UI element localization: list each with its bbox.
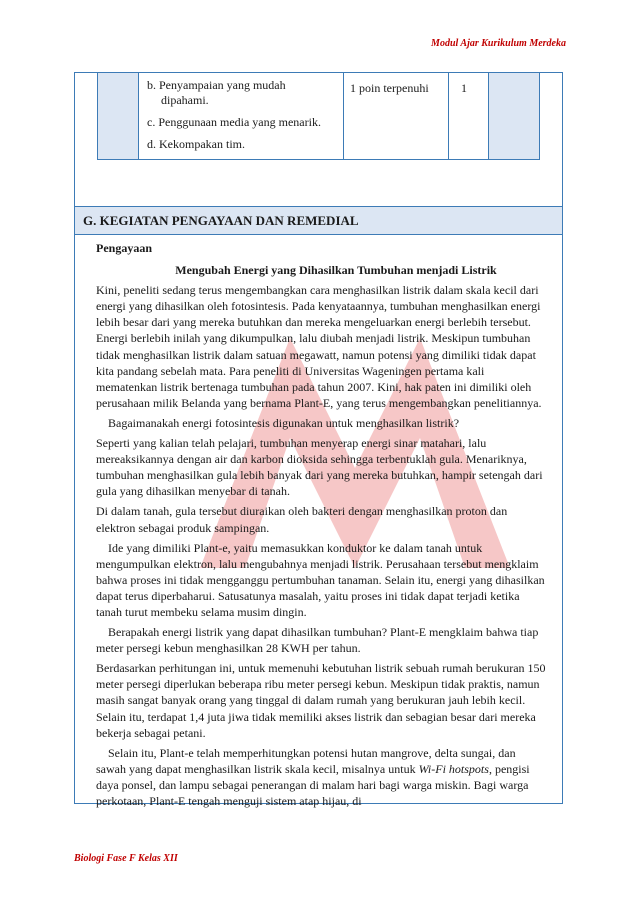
table-cell bbox=[98, 73, 139, 160]
subheading: Pengayaan bbox=[96, 241, 153, 255]
table-cell bbox=[489, 73, 540, 160]
score-description-cell bbox=[344, 73, 449, 160]
paragraph: Ide yang dimiliki Plant-e, yaitu memasukkan konduktor ke dalam tanah untuk mengumpulkan elektron, lalu mengubahnya menjadi listrik. Perusahaan tersebut mengklaim bahwa proses ini tidak mengganggu pertumbuhan tanaman. Selain itu, energi yang dihasilkan dapat terus diperbaharui. Satusatunya masalah, yaitu proses ini tidak dapat terjadi ketika tanah turut membeku selama musim dingin. bbox=[96, 540, 545, 619]
footer-subject: Biologi Fase F Kelas XII bbox=[74, 853, 178, 864]
paragraph-text: Selain itu, Plant-e telah memperhitungkan potensi hutan mangrove, delta sungai, dan sawah yang dapat menghasilkan listrik skala kecil, misalnya untuk bbox=[96, 745, 516, 776]
criteria-item: b. Penyampaian yang mudah bbox=[147, 78, 286, 92]
module-title: Modul Ajar Kurikulum Merdeka bbox=[431, 38, 566, 49]
score-value: 1 bbox=[461, 81, 467, 95]
paragraph: Berdasarkan perhitungan ini, untuk memenuhi kebutuhan listrik sebuah rumah berukuran 150 meter persegi diperlukan beberapa ribu meter persegi kebun. Meskipun tidak praktis, namun masih sangat banyak orang yang tinggal di dalam rumah yang berukuran jauh lebih kecil. Selain itu, terdapat 1,4 juta jiwa tidak memiliki akses listrik dan sebagian besar dari mereka bekerja sebagai petani. bbox=[96, 661, 546, 740]
italic-term: Wi-Fi hotspots bbox=[418, 761, 489, 776]
paragraph: Bagaimanakah energi fotosintesis digunakan untuk menghasilkan listrik? bbox=[108, 415, 460, 430]
list-item bbox=[147, 78, 343, 108]
article-title: Mengubah Energi yang Dihasilkan Tumbuhan menjadi Listrik bbox=[175, 263, 497, 278]
list-item: d. Kekompakan tim. bbox=[147, 137, 245, 151]
paragraph: Seperti yang kalian telah pelajari, tumbuhan menyerap energi sinar matahari, lalu mereaksikannya dengan air dan karbon dioksida sehingga terbentuklah gula. Menariknya, tumbuhan menghasilkan gula lebih banyak dari yang mereka butuhkan, hampir setengah dari gula yang dihasilkan menyebar di tanah. bbox=[96, 436, 543, 499]
score-value-cell bbox=[449, 73, 489, 160]
paragraph bbox=[96, 745, 546, 809]
rubric-table bbox=[97, 72, 540, 160]
score-description: 1 poin terpenuhi bbox=[350, 81, 429, 95]
section-heading: G. KEGIATAN PENGAYAAN DAN REMEDIAL bbox=[74, 206, 563, 235]
paragraph: Berapakah energi listrik yang dapat dihasilkan tumbuhan? Plant-E mengklaim bahwa tiap meter persegi kebun menghasilkan 28 KWH per tahun. bbox=[96, 625, 539, 656]
criteria-item-continuation: dipahami. bbox=[161, 93, 209, 107]
paragraph: Kini, peneliti sedang terus mengembangkan cara menghasilkan listrik dalam skala kecil dari energi yang dihasilkan oleh fotosintesis. Pada kenyataannya, tumbuhan menghasilkan energi lebih besar dari yang mereka butuhkan dan mereka mengeluarkan energi berlebih tersebut. Energi berlebih inilah yang dikumpulkan, lalu diubah menjadi listrik. Meskipun tumbuhan tidak menghasilkan listrik dalam satuan megawatt, namun potensi yang dimiliki tidak dapat kita pandang sebelah mata. Para peneliti di Universitas Wageningen pertama kali mematenkan listrik bertenaga tumbuhan pada tahun 2007. Kini, hak paten ini dimiliki oleh perusahaan milik Belanda yang bernama Plant-E, yang terus mengembangkan penelitiannya. bbox=[96, 283, 542, 410]
paragraph: Di dalam tanah, gula tersebut diuraikan oleh bakteri dengan menghasilkan proton dan elektron sebagai produk sampingan. bbox=[96, 504, 508, 535]
section-content bbox=[96, 240, 546, 813]
table-row bbox=[98, 73, 540, 160]
criteria-cell bbox=[139, 73, 344, 160]
paragraph-text: , pengisi daya ponsel, dan lampu sebagai penerangan di malam hari bagi warga miskin. Bagi warga perkotaan, Plant-E tengah menguji sistem atap hijau, di bbox=[96, 761, 530, 808]
list-item: c. Penggunaan media yang menarik. bbox=[147, 115, 321, 129]
